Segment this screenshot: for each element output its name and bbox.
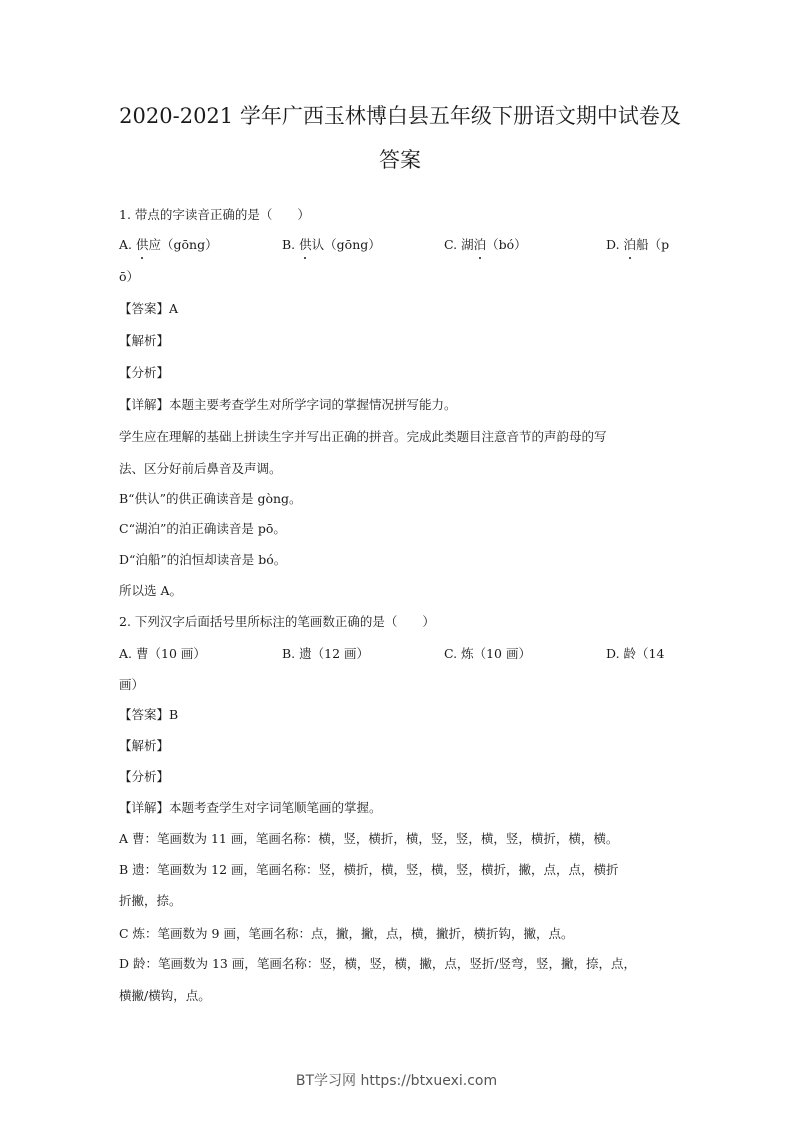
q2-option-d: D. 龄（14	[606, 646, 665, 661]
q2-jiexi: 【解析】	[119, 738, 170, 753]
q2-option-b: B. 遗（12 画）	[282, 646, 370, 661]
q2-d-note-line-1: D 龄：笔画数为 13 画，笔画名称：竖，横，竖，横，撇，点，竖折/竖弯，竖，撇，捺，点，	[119, 956, 637, 971]
q1-answer: 【答案】A	[119, 301, 179, 316]
emphasis-dot-char: 泊	[473, 237, 487, 252]
q2-a-note: A 曹：笔画数为 11 画，笔画名称：横，竖，横折，横，竖，竖，横，竖，横折，横，横。	[119, 831, 619, 846]
q2-b-note-line-2: 折撇，捺。	[119, 893, 182, 908]
q1-fenxi: 【分析】	[119, 365, 170, 380]
emphasis-dot-char: 泊	[623, 237, 637, 252]
q2-c-note: C 炼：笔画数为 9 画，笔画名称：点，撇，撇，点，横，撇折，横折钩，撇，点。	[119, 926, 574, 941]
page-title-line-1: 2020-2021 学年广西玉林博白县五年级下册语文期中试卷及	[119, 104, 681, 128]
q1-c-note: C“湖泊”的泊正确读音是 pō。	[119, 521, 286, 536]
q1-conclusion: 所以选 A。	[119, 583, 183, 598]
q1-d-note: D“泊船”的泊恒却读音是 bó。	[119, 552, 287, 567]
q1-stem: 1. 带点的字读音正确的是（ ）	[119, 207, 310, 222]
q1-explain-line-2: 法、区分好前后鼻音及声调。	[119, 461, 282, 476]
q2-fenxi: 【分析】	[119, 769, 170, 784]
q2-b-note-line-1: B 遗：笔画数为 12 画，笔画名称：竖，横折，横，竖，横，竖，横折，撇，点，点，横折	[119, 862, 619, 877]
q2-option-c: C. 炼（10 画）	[444, 646, 531, 661]
page-title-line-2: 答案	[379, 148, 421, 172]
q2-option-wrap: 画）	[119, 677, 145, 692]
q1-option-b: B. 供认（gōng）	[282, 237, 381, 252]
q1-option-c: C. 湖泊（bó）	[444, 237, 527, 252]
q1-detail: 【详解】本题主要考查学生对所学字词的掌握情况拼写能力。	[119, 397, 457, 412]
q2-answer: 【答案】B	[119, 707, 179, 722]
q2-option-a: A. 曹（10 画）	[119, 646, 206, 661]
q1-b-note: B“供认”的供正确读音是 gòng。	[119, 491, 302, 506]
footer-watermark: BT学习网 https://btxuexi.com	[295, 1073, 498, 1089]
emphasis-dot-char: 供	[136, 237, 149, 252]
q2-d-note-line-2: 横撇/横钩，点。	[119, 988, 211, 1003]
q1-option-d: D. 泊船（p	[606, 237, 670, 252]
q2-detail: 【详解】本题考查学生对字词笔顺笔画的掌握。	[119, 800, 382, 815]
q2-stem: 2. 下列汉字后面括号里所标注的笔画数正确的是（ ）	[119, 614, 435, 629]
q1-option-wrap: ō）	[119, 269, 140, 284]
emphasis-dot-char: 供	[299, 237, 312, 252]
q1-option-a: A. 供应（gōng）	[119, 237, 218, 252]
q1-jiexi: 【解析】	[119, 333, 170, 348]
q1-explain-line-1: 学生应在理解的基础上拼读生字并写出正确的拼音。完成此类题目注意音节的声韵母的写	[119, 429, 607, 444]
